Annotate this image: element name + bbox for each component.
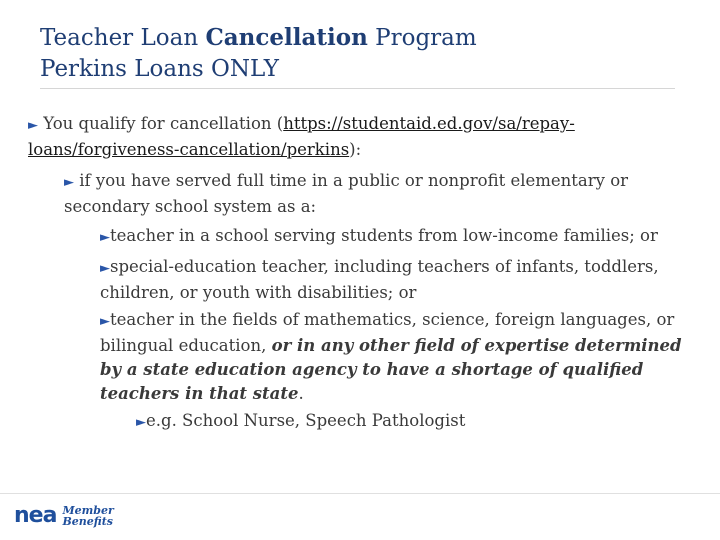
member-benefits-text <box>62 505 113 527</box>
logo-benefits: Benefits <box>62 515 114 528</box>
title-line-1 <box>40 22 477 54</box>
title-bold: Cancellation <box>205 24 368 51</box>
bullet-arrow-icon: ► <box>136 415 146 430</box>
bullet-text: ): <box>349 140 362 159</box>
bullet-arrow-icon: ► <box>100 230 110 245</box>
bullet-text: teacher in the fields of mathematics, science, foreign languages, or bilingual education, <box>100 310 675 355</box>
title-suffix: Program <box>367 25 477 51</box>
bullet-text: e.g. School Nurse, Speech Pathologist <box>146 411 466 430</box>
bullet-arrow-icon: ► <box>100 314 110 329</box>
bullet-level-1 <box>28 112 648 162</box>
nea-logo-text: nea <box>14 503 57 528</box>
footer-divider <box>0 493 720 494</box>
bullet-level-3 <box>100 255 700 305</box>
title-line-2: Perkins Loans ONLY <box>40 56 279 82</box>
slide-title <box>40 22 477 85</box>
bullet-level-3 <box>100 308 705 406</box>
bullet-text: special-education teacher, including teachers of infants, toddlers, children, or youth with disabilities; or <box>100 257 659 302</box>
logo-member: Member <box>62 504 114 517</box>
bullet-text: if you have served full time in a public or nonprofit elementary or secondary school system as a: <box>64 171 629 216</box>
bullet-arrow-icon: ► <box>100 261 110 276</box>
bullet-level-4 <box>136 409 696 435</box>
bullet-text: . <box>298 384 304 403</box>
bullet-text: You qualify for cancellation ( <box>43 114 284 133</box>
bullet-level-2 <box>64 169 674 219</box>
title-prefix: Teacher Loan <box>40 25 206 51</box>
bullet-level-3 <box>100 224 700 250</box>
studentaid-link[interactable]: https://studentaid.ed.gov/sa/repay-loans/forgiveness-cancellation/perkins <box>28 114 575 159</box>
title-divider <box>40 88 675 89</box>
nea-member-benefits-logo <box>14 503 114 529</box>
bullet-text: teacher in a school serving students from low-income families; or <box>110 226 658 245</box>
bullet-arrow-icon: ► <box>64 175 74 190</box>
bullet-arrow-icon: ► <box>28 118 38 133</box>
bullet-emphasis: or in any other field of expertise determined by a state education agency to have a shortage of qualified teachers in that state <box>100 336 682 403</box>
